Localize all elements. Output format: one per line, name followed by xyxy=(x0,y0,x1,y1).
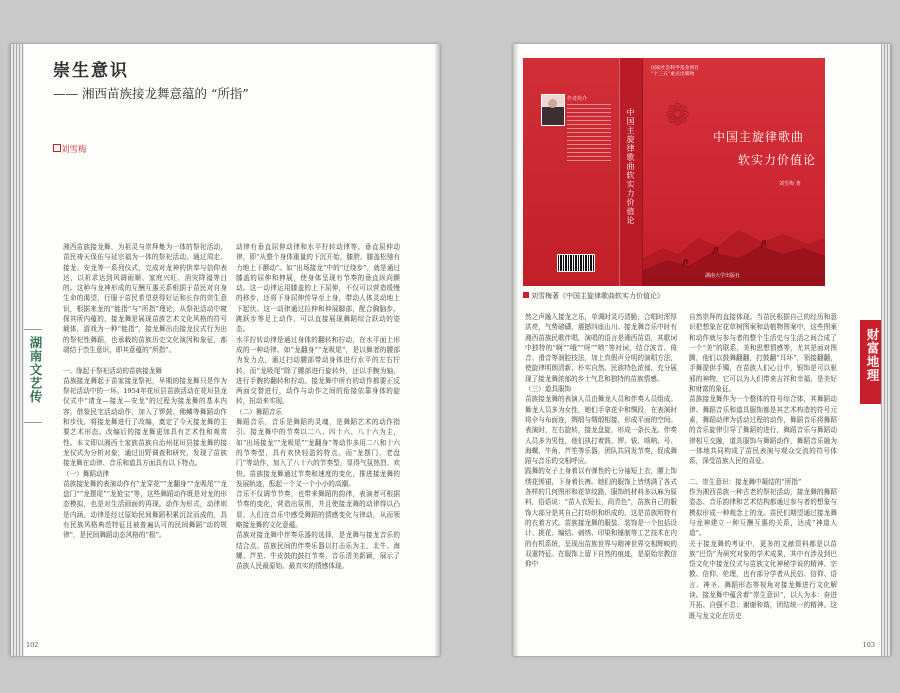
author-photo xyxy=(541,94,565,126)
left-page xyxy=(10,44,440,656)
publisher-label: 湖南大学出版社 xyxy=(705,273,741,279)
left-column-1: 湘西苗族接龙舞，为祖灵与崇拜集为一体的祭祀活动，苗民祷天保佑与延宗福为一体的祭祀活动。通过周走、接龙、安龙等一系列仪式，完成对龙神的供奉与信仰表达，以祈求达到风调雨顺、家庭兴旺、消灾降福等目的。这种与龙神形成的互酬互惠关系根据于苗民对自身生命的渴望，行服于苗民希望获得好运和长存的崇生意识，根据来龙的“能指”与“所指”理论，从祭祀活动中窥探其所内蕴的，接龙舞是展现苗族艺术文化风格的符号载体，游戏为一种“能指”，接龙舞出由接龙仪式行为出的祭祀性舞蹈，也承载的苗族历史文化演因和象征，都端结于祟生意识，即其意蕴的“所指”。 一、缘起于祭祀活动的苗族接龙舞 苗族接龙舞起于苗家接龙祭祀，早期的接龙舞只是作为祭祀活动中的一环。1954年花垣县苗族活动在花垣县龙仪式中“请龙—接龙—安龙”的过程为接龙舞的基本内容，借鉴民宅活动动作，加入了锣鼓、佛鳞等舞蹈动作和步伐，将接龙舞进行了改编，奠定了今天接龙舞的主要艺术形态。改编后的接龙舞更加具有艺术性和观赏性。本文即以湘西土家族苗族自治州花垣县接龙舞的接龙仪式为分析对象，通过田野调查和研究，发现了苗族接龙舞在动律、音乐和道具方面具有以下特点。 （一）舞蹈动律 苗族接龙舞的表演动作有“龙穿花”“龙翻身”“龙吸尾”“龙盘门”“龙摆尾”“龙抢宝”等，这些舞蹈动作既是对龙的形态模拟，也是对生活画面的再现。动作为形式，动律则是内涵。动律是经过原始民间舞蹈积累沉淀而成的，具有民族风格典范特征且被普遍认可的民间舞蹈“动的规律”，是民间舞蹈动态风格的“根”。 xyxy=(63,243,227,540)
spine-title: 中国主旋律歌曲软实力价值论 xyxy=(626,108,635,225)
author-photo-face xyxy=(548,99,557,108)
caption-book-icon xyxy=(523,292,529,298)
calligraphy-mark: ❁ xyxy=(665,98,691,133)
right-page xyxy=(513,44,891,656)
right-column-1: 然之声融入接龙之乐，单调时灵巧清脆，合唱时浑厚洪亮，气势磅礴，震撼四座山川。接龙舞音乐中时有湘西苗族民歌伴唱，演唱的语言是湘西苗语，其歌词中独特的“啊”“哦”“呀”“哟”等衬词，结合波音、倚音、滑音等润腔技法，加上真假声分明的演唱方法，使旋律明朗清新、朴实自然、民族特色浓郁，充分展现了接龙舞浓郁的乡土气息和独特的苗族情感。 （三）道具服饰 苗族接龙舞的表演人员由舞龙人员和伴奏人员组成。舞龙人员多为女性，她们手拿花伞和绸段，在表演时将伞与布面连，绸缎与绸缎相接，形成平面的空间。表演时，左右旋转，接龙盘旋，形成一条长龙。伴奏人员多为男性，他们执打着鼓、锣、钹、唢呐、号、海螺、牛角、芦笙等乐器，团队共同发节奏，促成舞蹈与音乐的交相呼应。 践舞的女子上身着以有弹性的七分袖短上衣，腰上饰绣花围裙，下身着长裤。她们的服饰上皆绣满了各式各样的几何图形和花草纹路，服饰的材料多以麻为原料，俗语说：“苗人衣短长，尚青色”，苗族自己的服饰大部分是其自己打纺织和织成的，这是苗族所特有的衣着方式。苗族接龙舞的服装、装饰是一个包括设计、挑花、编结、刺绣、印染和锤制等工艺技术在内的有机系统，呈现出苗族世界与精神世界交相辉映的双重特征。在服饰上留下自然的痕迹，是原始宗教信仰中 xyxy=(525,313,677,569)
section-tab-right xyxy=(860,320,881,404)
book-spine xyxy=(619,58,643,286)
page-edge-stack-right xyxy=(881,44,891,656)
cover-author: 刘雪梅 著 xyxy=(779,181,801,187)
caption-text: 刘雪梅著《中国主旋律歌曲软实力价值论》 xyxy=(531,292,664,300)
book-back-cover xyxy=(523,58,619,286)
page-fold-shadow xyxy=(434,44,440,656)
back-cover-text-block xyxy=(567,104,611,164)
left-column-2: 动律有垂直屈伸动律和水平拧转动律等。垂直屈伸动律，即“从整个身体重量的下沉开始，膝胯、膝盖松驰有力地上下颤动”。如“出场接龙”中的“迂绕步”，就是通过膝盖的屈伸和抻展，使身体呈现有节奏的垂直纵向颤动。这一动律运用膝盖的上下屈伸，不仅可以营造缓慢的移步，还将下身屈伸传导至上身，带动人体灵动地上下起伏。这一动律通过拉伸和伸展脚部，配合胸脑步、跳跃步等足上动作，可以直接展现舞蹈综合跃动的姿态。 水平拧转动律是通过身体的翻转和拧动，在水平面上形成的一种动律。如“龙翻身”“龙吸尾”，是以舞者的腰部为发力点，通过扫动腰部带动身体进行水平的左右拧转，而“龙吸尾”除了腰部进行旋转外，还以手腕为轴，进行手腕的翻转和拧动。接龙舞中所有的动作都要正反两面交替进行，动作与动作之间的衔接依靠身体的旋转，扭动来实现。 （二）舞蹈音乐 舞蹈音乐，音乐是舞蹈的灵魂，是舞蹈艺术的动作指引。接龙舞中的节奏以二八、四十六、八十六为主，如“出场接龙”“龙吸尾”“龙翻身”等动作多用二八和十六的节奏型，具有欢快轻盈的特点。而“龙摆门、老盘门”等动作，加入了八十六的节奏型，显得气氛热烈、欢快。苗族接龙舞通过节奏和速度的变化，推进接龙舞的发展轨迹，酝起一个又一个小小的高潮。 音乐不仅调节节奏，也带来舞蹈的韵律，表演者可根据节奏的变化，营造出氛围，并且使接龙舞的动律得以凸显，人们在音乐中感受舞蹈的情感变化与律动，从而领略接龙舞的文化意蕴。 苗族对接龙舞中伴奏乐器的选择，是龙舞与接龙音乐的结合点。苗族民间的伴奏乐器以打击乐为主，北牛、海螺、芦笙、牛皮鼓的鼓打节奏，音乐清美新颖，展示了苗族人民最原始、最真实的情感体现。 xyxy=(236,243,400,571)
page-fold-shadow-right xyxy=(513,44,519,656)
page-number-right: 103 xyxy=(862,641,875,649)
page-number: 102 xyxy=(26,641,39,649)
author-square-icon xyxy=(53,144,61,152)
book-front-cover xyxy=(643,58,825,286)
article-title: 崇生意识 xyxy=(53,61,129,81)
author-name: 刘雪梅 xyxy=(61,145,87,155)
series-label: 国家社会科学基金项目 “十三五”重点出版物 xyxy=(651,66,699,77)
barcode-icon xyxy=(557,254,595,272)
author-photo-label: 作者简介 xyxy=(567,96,588,102)
section-label: 湖南文艺传 xyxy=(28,336,43,404)
book-cover xyxy=(523,58,825,286)
author-byline xyxy=(53,143,87,155)
section-tab xyxy=(24,329,42,423)
book-title-line2: 软实力价值论 xyxy=(738,153,817,167)
section-label-right: 财富地理 xyxy=(865,328,880,382)
book-title-line1: 中国主旋律歌曲 xyxy=(713,130,805,144)
article-subtitle: —— 湘西苗族接龙舞意蕴的 “所指” xyxy=(53,86,249,101)
page-edge-stack xyxy=(10,44,24,656)
right-column-2: 自然崇拜的直接体现。当苗民根据自己的经历和意识把想象在花草树图案和动植物图案中，这些图案和动作就与参与者的整个生活史与生活之间合成了一个“美”的联系，美和思想情感等，尤其是面对图腾，他们以鼓舞翻翻，打鼓翻“耳环”，领接翻翻，手舞提供手镯，在苗族人们心目中，银饰是可以驱邪的神物，它可以为人们带来吉祥和幸福，是美好和财富的象征。 苗族接龙舞作为一个整体的符号综合体，其舞蹈动律、舞蹈音乐和道具服饰都是其艺术构造的符号元素，舞蹈动律为活动过程的动作，舞蹈音乐将舞蹈的音乐旋律引导了舞蹈的进行，舞蹈音乐与舞蹈动律相互交融，道具服饰与舞蹈动作，舞蹈音乐融为一体地共同构成了苗民表演与观众交流的符号体系，深受苗族人民的喜爱。 二、崇生意识：接龙舞中凝结的“所指” 作为湘西苗族一种古老的祭祀活动，接龙舞的舞蹈姿态、音乐韵律和艺术结构都通过参与者的想象与模拟形成一种观念上的龙。苗民们期望通过接龙舞与龙神建立一种互酬互惠的关系，达成“神道人道”。 关于接龙舞的考证中，更多的文献资料都是以苗族“巴岱”为研究对象的学术成果，其中有涉及到巴岱文化中接龙仪式与苗族文化神秘学说的精神、宗教、信仰、伦理，也有部分学者从民俗、信仰、语言、神圣、舞蹈形态等视角对接龙舞进行文化解读。接龙舞中蕴含着“崇生意识”，以人为本：奋进开拓、自强不息；谢谢和谐，团结统一的精神。这既与龙文化在历史 xyxy=(689,313,837,620)
book-caption xyxy=(523,291,664,301)
